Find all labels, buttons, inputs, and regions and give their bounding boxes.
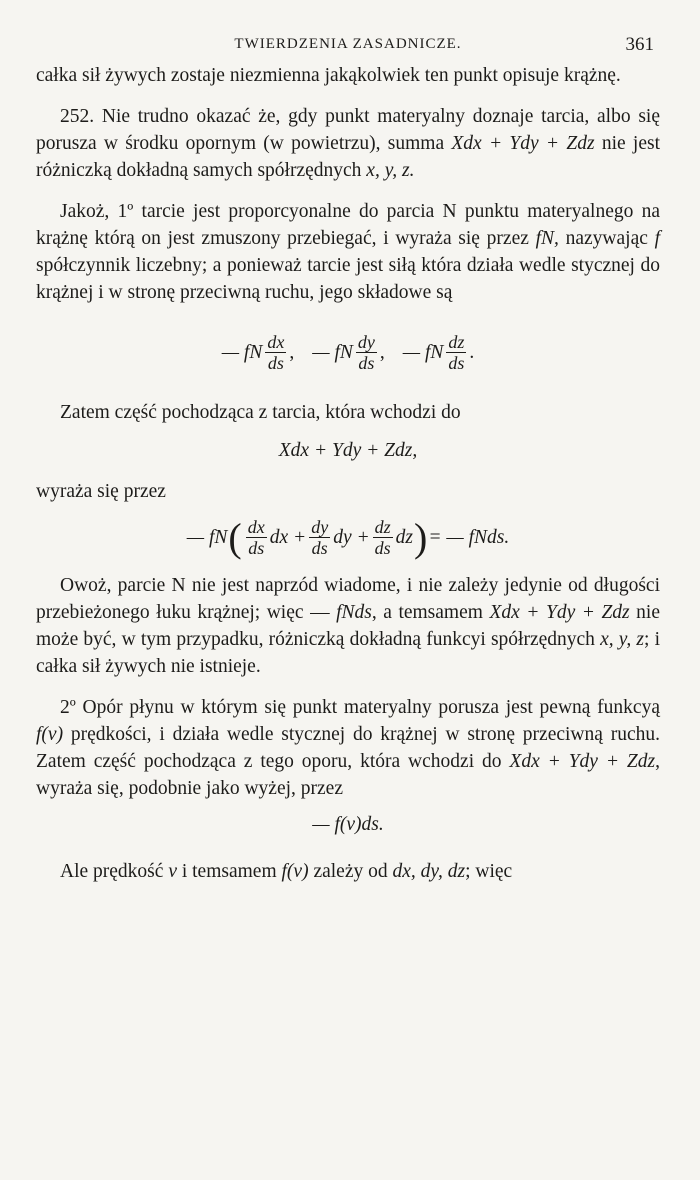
paragraph-fluid-resistance (36, 694, 660, 802)
eq1-t2-fraction (356, 332, 377, 373)
eq1-t3-post: . (469, 341, 475, 363)
eq3-close-paren: ) (414, 514, 428, 560)
p6-d: ; i całka sił żywych nie istnieje. (36, 629, 660, 677)
eq3-d1: ds (248, 538, 265, 558)
eq1-term-z (403, 332, 475, 373)
eq1-t2-num: dy (357, 332, 375, 352)
p8-a: Ale prędkość (60, 861, 169, 882)
paragraph-wyraza: wyraża się przez (36, 481, 166, 502)
p6-expression: Xdx + Ydy + Zdz (489, 602, 630, 623)
equation-friction-components (36, 332, 660, 373)
eq1-term-y (312, 332, 385, 373)
eq3-fraction-2 (309, 517, 330, 558)
eq4-expression: — f(v)ds. (312, 814, 384, 835)
equation-friction-work (36, 514, 660, 560)
running-head: TWIERDZENIA ZASADNICZE. (234, 36, 462, 52)
p2-mid: nie jest różniczką dokładną samych spółrzędnych (36, 133, 660, 181)
page-number: 361 (625, 34, 654, 55)
eq1-t2-post: , (379, 341, 385, 363)
equation-sum (36, 440, 660, 462)
p8-b: i temsamem (176, 861, 282, 882)
eq2-expression: Xdx + Ydy + Zdz, (278, 440, 418, 461)
book-page (36, 30, 660, 885)
paragraph-friction (36, 198, 660, 306)
p7-expression: Xdx + Ydy + Zdz (509, 751, 656, 772)
p3-c: spółczynnik liczebny; a ponieważ tarcie jest siłą która działa wedle stycznej do krążnej i w stronę przeciwną ruchu, jego składowe są (36, 255, 660, 303)
eq1-t1-den: ds (267, 353, 284, 373)
eq1-t2-den: ds (358, 353, 375, 373)
eq3-pre: — fN (186, 526, 228, 548)
eq1-t3-den: ds (448, 353, 465, 373)
p7-a: 2º Opór płynu w którym się punkt materyalny porusza jest pewną funkcyą (60, 697, 660, 718)
eq1-t1-post: , (289, 341, 295, 363)
p6-fNds: fNds (336, 602, 372, 623)
eq3-term (186, 514, 510, 560)
eq3-n2: dy (311, 517, 329, 537)
paragraph-zatem: Zatem część pochodząca z tarcia, która wchodzi do (60, 402, 461, 423)
eq3-open-paren: ( (228, 514, 242, 560)
paragraph-ale (36, 858, 660, 885)
p7-c: , wyraża się, podobnie jako wyżej, przez (36, 751, 660, 799)
paragraph-252 (36, 103, 660, 184)
eq3-fraction-1 (246, 517, 267, 558)
eq3-d2: ds (311, 538, 328, 558)
paragraph-1: całka sił żywych zostaje niezmienna jakąkolwiek ten punkt opisuje krążnę. (36, 65, 621, 86)
p3-f: f (654, 228, 661, 249)
eq3-fraction-3 (373, 517, 393, 558)
eq3-d3: ds (374, 538, 391, 558)
p8-fv: f(v) (281, 861, 309, 882)
eq1-t3-num: dz (448, 332, 465, 352)
p8-d: ; więc (465, 861, 513, 882)
p3-a: Jakoż, 1º tarcie jest proporcyonalne do parcia N punktu materyalnego na krążnę którą on jest zmuszony przebiegać, i wyraża się przez (36, 201, 660, 249)
eq3-n3: dz (374, 517, 391, 537)
eq3-m3: dz (395, 526, 413, 548)
p8-variables: dx, dy, dz (392, 861, 466, 882)
p2-expression: Xdx + Ydy + Zdz (451, 133, 595, 154)
paragraph-owoz (36, 572, 660, 680)
eq3-m2: dy + (333, 526, 370, 548)
p6-b: , a temsamem (371, 602, 490, 623)
p6-c: nie może być, w tym przypadku, różniczką dokładną funkcyi spółrzędnych (36, 602, 660, 650)
eq3-post: = — fNds. (428, 526, 510, 548)
eq1-term-x (222, 332, 295, 373)
eq3-m1: dx + (269, 526, 307, 548)
eq1-t3-fraction (446, 332, 466, 373)
p6-variables: x, y, z (600, 629, 644, 650)
eq1-t1-num: dx (267, 332, 285, 352)
p3-fN: fN, (535, 228, 559, 249)
page-header (36, 30, 660, 62)
p7-b: prędkości, i działa wedle stycznej do krążnej w stronę przeciwną ruchu. Zatem część pochodząca z tego oporu, która wchodzi do (36, 724, 660, 772)
p8-c: zależy od (308, 861, 393, 882)
p6-a: Owoż, parcie N nie jest naprzód wiadome, i nie zależy jedynie od długości przebieżonego łuku krążnej; więc — (36, 575, 660, 623)
eq1-t2-pre: — fN (312, 341, 353, 363)
p7-fv: f(v) (36, 724, 64, 745)
p2-variables: x, y, z. (366, 160, 415, 181)
p3-b: nazywając (558, 228, 655, 249)
eq3-n1: dx (247, 517, 265, 537)
eq1-t3-pre: — fN (402, 341, 444, 363)
p8-v: v (168, 861, 177, 882)
equation-resistance (36, 814, 660, 836)
eq1-t1-fraction (265, 332, 286, 373)
eq1-t1-pre: — fN (221, 341, 263, 363)
p2-start: 252. Nie trudno okazać że, gdy punkt materyalny doznaje tarcia, albo się porusza w środku opornym (w powietrzu), summa (36, 106, 660, 154)
